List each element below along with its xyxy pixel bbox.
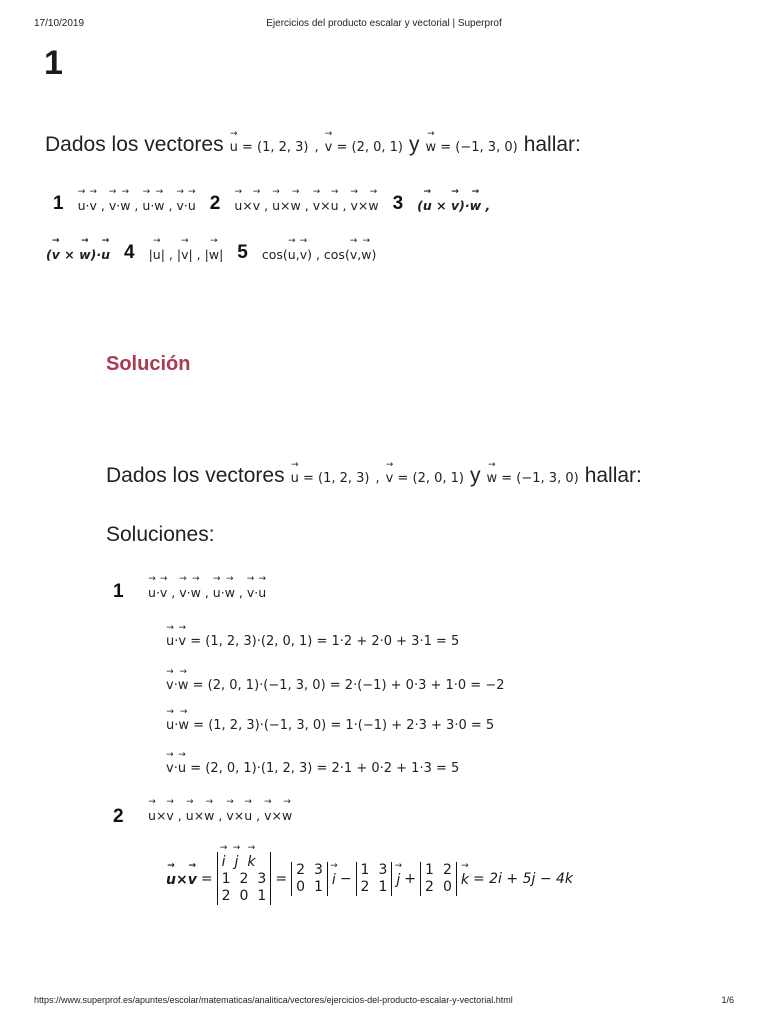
cross-product-equation: → u×→ v = → i → j → k 1 2 3 2 0 1 = 2 3 0 1 → i − 1 3 2 1 → j + 1 2 2 0 → k = 2i + 5j − 4k bbox=[166, 852, 573, 905]
solution-item-1-expressions: → u·→ v , → v·→ w , → u·→ w , → v·→ u bbox=[148, 583, 266, 600]
equation-v-dot-w: → v·→ w = (2, 0, 1)·(−1, 3, 0) = 2·(−1) + 0·3 + 1·0 = −2 bbox=[166, 676, 505, 693]
vector-w-definition: → w = (−1, 3, 0) bbox=[426, 138, 518, 155]
vector-u-definition: → u = (1, 2, 3) bbox=[230, 138, 309, 155]
page-number: 1/6 bbox=[721, 995, 734, 1005]
solution-vector-v: → v = (2, 0, 1) bbox=[386, 469, 464, 486]
exercise-number: 1 bbox=[44, 44, 63, 82]
solution-vector-u: → u = (1, 2, 3) bbox=[291, 469, 370, 486]
item-number-4: 4 bbox=[124, 242, 135, 263]
item-2-expressions: → u×→ v , → u×→ w , → v×→ u , → v×→ w bbox=[234, 196, 378, 213]
equation-u-dot-w: → u·→ w = (1, 2, 3)·(−1, 3, 0) = 1·(−1) + 2·3 + 3·0 = 5 bbox=[166, 716, 494, 733]
minor-j: 1 3 2 1 bbox=[356, 862, 393, 896]
page-url: https://www.superprof.es/apuntes/escolar/matematicas/analitica/vectores/ejercicios-del-producto-escalar-y-vectorial.html bbox=[34, 995, 513, 1005]
solution-hallar: hallar: bbox=[584, 464, 642, 487]
solution-statement-text: Dados los vectores bbox=[106, 464, 285, 487]
item-3-expression-b: (→ v × → w)·→ u bbox=[46, 245, 110, 262]
item-number-3: 3 bbox=[392, 193, 404, 214]
print-date: 17/10/2019 bbox=[34, 18, 85, 29]
solution-item-1-number: 1 bbox=[113, 581, 124, 602]
item-4-expressions: |→ u| , |→ v| , |→ w| bbox=[149, 245, 224, 262]
solution-item-2-number: 2 bbox=[113, 806, 124, 827]
conjunction-y: y bbox=[409, 133, 420, 156]
item-number-5: 5 bbox=[237, 242, 248, 263]
cross-product-result: = 2i + 5j − 4k bbox=[472, 870, 574, 887]
solution-heading: Solución bbox=[106, 353, 191, 375]
solution-item-2-expressions: → u×→ v , → u×→ w , → v×→ u , → v×→ w bbox=[148, 806, 292, 823]
item-3-expression: (→ u × → v)·→ w , bbox=[417, 196, 490, 213]
document-title: Ejercicios del producto escalar y vectorial | Superprof bbox=[266, 18, 502, 29]
determinant-3x3: → i → j → k 1 2 3 2 0 1 bbox=[217, 852, 272, 905]
solutions-label: Soluciones: bbox=[106, 523, 215, 546]
item-5-expressions: cos(→ u,→ v) , cos(→ v,→ w) bbox=[262, 245, 376, 262]
solution-vector-w: → w = (−1, 3, 0) bbox=[487, 469, 579, 486]
equation-u-dot-v: → u·→ v = (1, 2, 3)·(2, 0, 1) = 1·2 + 2·0 + 3·1 = 5 bbox=[166, 632, 459, 649]
exercise-items-row-2 bbox=[46, 242, 376, 264]
solution-statement: Dados los vectores → u = (1, 2, 3) , → v = (2, 0, 1) y → w = (−1, 3, 0) hallar: bbox=[106, 464, 642, 488]
minor-k: 1 2 2 0 bbox=[420, 862, 457, 896]
exercise-items-row-1 bbox=[53, 193, 490, 215]
statement-text: Dados los vectores bbox=[45, 133, 224, 156]
item-number-1: 1 bbox=[53, 193, 64, 214]
exercise-statement: Dados los vectores → u = (1, 2, 3) , → v = (2, 0, 1) y → w = (−1, 3, 0) hallar: bbox=[45, 133, 581, 157]
item-1-expressions: → u·→ v , → v·→ w , → u·→ w , → v·→ u bbox=[78, 196, 196, 213]
minor-i: 2 3 0 1 bbox=[291, 862, 328, 896]
vector-v-definition: → v = (2, 0, 1) bbox=[325, 138, 403, 155]
solution-conjunction-y: y bbox=[470, 464, 481, 487]
item-number-2: 2 bbox=[209, 193, 221, 214]
equation-v-dot-u: → v·→ u = (2, 0, 1)·(1, 2, 3) = 2·1 + 0·2 + 1·3 = 5 bbox=[166, 759, 459, 776]
statement-hallar: hallar: bbox=[523, 133, 581, 156]
